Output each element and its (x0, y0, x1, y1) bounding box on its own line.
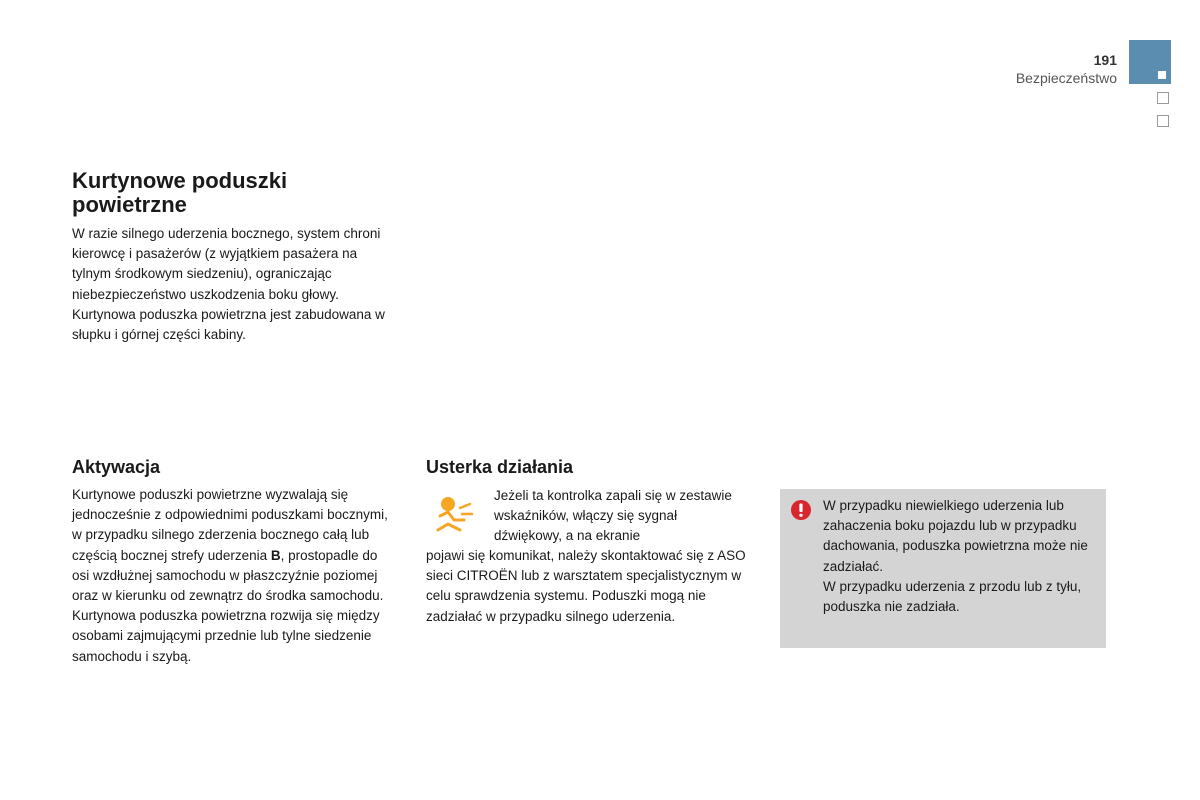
warning-note (780, 489, 1106, 648)
note-paragraph-1: W przypadku niewielkiego uderzenia lub zahaczenia boku pojazdu lub w przypadku dachowania, poduszka powietrzna może nie zadziałać. (823, 498, 1088, 574)
activation-text (72, 485, 392, 667)
section-tab-3[interactable] (1157, 115, 1169, 127)
activation-heading: Aktywacja (72, 457, 161, 477)
section-title: Bezpieczeństwo (1015, 70, 1117, 86)
tab-marker-icon (1158, 71, 1166, 79)
activation-text-end: , prostopadle do osi wzdłużnej samochodu w płaszczyźnie poziomej oraz w kierunku od zewnątrz do środka samochodu. (72, 547, 384, 604)
section-tab-active[interactable] (1129, 40, 1171, 84)
fault-text-side: Jeżeli ta kontrolka zapali się w zestawie wskaźników, włączy się sygnał dźwiękowy, a na ekranie (494, 488, 732, 544)
intro-paragraph-2: Kurtynowa poduszka powietrzna jest zabudowana w słupku i górnej części kabiny. (72, 306, 385, 343)
fault-heading: Usterka działania (426, 457, 574, 477)
fault-text-rest: pojawi się komunikat, należy skontaktować się z ASO sieci CITROËN lub z warsztatem specjalistycznym w celu sprawdzenia systemu. Poduszki mogą nie zadziałać w przypadku silnego uderzenia. (426, 548, 746, 624)
note-paragraph-2: W przypadku uderzenia z przodu lub z tyłu, poduszka nie zadziała. (823, 578, 1082, 615)
activation-paragraph-2: Kurtynowa poduszka powietrzna rozwija się między osobami zajmującymi przednie lub tylne siedzenie samochodu i szybą. (72, 608, 380, 664)
intro-text (72, 224, 392, 345)
zone-label: B (270, 547, 281, 563)
activation-paragraph-1 (72, 485, 392, 606)
intro-paragraph-1: W razie silnego uderzenia bocznego, system chroni kierowcę i pasażerów (z wyjątkiem pasażera na tylnym środkowym siedzeniu), ograniczając niebezpieczeństwo uszkodzenia boku głowy. (72, 226, 381, 302)
page-title: Kurtynowe poduszki powietrzne (72, 168, 288, 217)
airbag-warning-icon (434, 494, 474, 532)
activation-text-start: Kurtynowe poduszki powietrzne wyzwalają się jednocześnie z odpowiednimi poduszkami bocznymi, w przypadku silnego zderzenia bocznego całą lub częścią bocznej strefy uderzenia (72, 487, 388, 563)
page-number: 191 (1093, 52, 1117, 68)
section-tab-2[interactable] (1157, 92, 1169, 104)
note-text (823, 496, 1098, 617)
exclamation-icon (791, 500, 811, 520)
